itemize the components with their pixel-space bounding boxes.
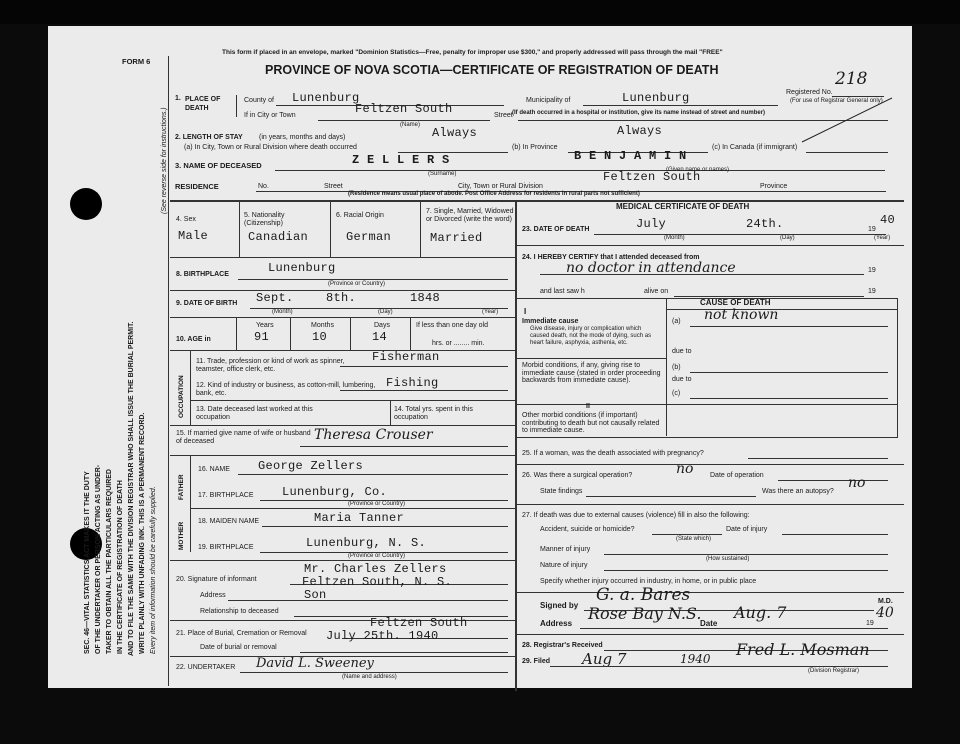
state-findings-label: State findings [540, 488, 583, 495]
dod-day-note: (Day) [780, 235, 795, 241]
place-label: PLACE OF DEATH [185, 96, 221, 112]
nature-label: Nature of injury [540, 562, 588, 569]
wife-value: Theresa Crouser [314, 427, 433, 443]
mother-birthplace-label: 19. BIRTHPLACE [198, 544, 254, 551]
how-note: (How sustained) [706, 556, 750, 562]
tick-mark-icon [800, 96, 896, 146]
sex-value: Male [178, 229, 209, 243]
immediate-label: Immediate cause [522, 318, 579, 325]
age-days-label: Days [374, 322, 390, 329]
burial-date: July 25th. 1940 [326, 629, 439, 643]
racial-value: German [346, 230, 392, 244]
state-which-note: (State which) [676, 536, 712, 542]
deceased-surname: Z E L L E R S [352, 153, 450, 167]
age-years-label: Years [256, 322, 274, 329]
registered-no-label: Registered No. [786, 89, 833, 96]
sidebar-line: AND TO FILE THE SAME WITH THE DIVISION REGISTRAR WHO SHALL ISSUE THE BURIAL PERMIT. [128, 321, 135, 656]
racial-label: 6. Racial Origin [336, 212, 384, 219]
industry-value: Fishing [386, 376, 439, 390]
dob-year-note: (Year) [482, 309, 499, 315]
birthplace-note: (Province or Country) [328, 281, 386, 287]
accident-label: Accident, suicide or homicide? [540, 526, 635, 533]
deceased-given-name: B E N J A M I N [574, 149, 687, 163]
q27-label: 27. If death was due to external causes (violence) fill in also the following: [522, 512, 750, 519]
sign-date-value: Aug. 7 [734, 603, 787, 622]
residence-note: (Residence means usual place of abode. Post Office Address for residents in rural parts not sufficient) [348, 191, 640, 197]
last-saw-label: and last saw h [540, 288, 585, 295]
roman-two: II [586, 403, 590, 410]
cause-c-label: (c) [672, 390, 681, 397]
stay-a-value: Always [432, 126, 478, 140]
street-label: Street [494, 112, 513, 119]
residence-value: Feltzen South [603, 170, 701, 184]
city-label: If in City or Town [244, 112, 296, 119]
dob-month: Sept. [256, 291, 294, 305]
occupation-side-label: OCCUPATION [178, 375, 185, 418]
county-label: County of [244, 97, 274, 104]
city-value: Feltzen South [355, 102, 453, 116]
sidebar-line: OF THE UNDERTAKER OR PERSON ACTING AS UNDER- [95, 464, 102, 654]
mother-name: Maria Tanner [314, 511, 405, 525]
stay-b-label: (b) In Province [512, 144, 558, 151]
signed-by-label: Signed by [540, 601, 579, 610]
residence-no-label: No. [258, 183, 269, 190]
stay-c-label: (c) In Canada (if immigrant) [712, 144, 798, 151]
cause-b-label: (b) [672, 364, 681, 371]
birthplace-label: 8. BIRTHPLACE [176, 271, 229, 278]
dod-month: July [636, 217, 667, 231]
stay-label: 2. LENGTH OF STAY [175, 134, 243, 141]
trade-value: Fisherman [372, 350, 440, 364]
trade-label: 11. Trade, profession or kind of work as spinner, teamster, office clerk, etc. [196, 358, 345, 373]
form-number: FORM 6 [122, 57, 151, 66]
sign-year: 40 [876, 605, 894, 621]
residence-street-label: Street [324, 183, 343, 190]
mail-notice: This form if placed in an envelope, marked "Dominion Statistics—Free, penalty for improper use $300," and properly addressed will pass through the mail "FREE" [222, 49, 723, 56]
mother-maiden-label: 18. MAIDEN NAME [198, 518, 260, 525]
filed-year: 1940 [680, 652, 711, 666]
stay-a-label: (a) In City, Town or Rural Division where death occurred [184, 144, 357, 151]
residence-label: RESIDENCE [175, 182, 219, 191]
father-birthplace-label: 17. BIRTHPLACE [198, 492, 254, 499]
surname-note: (Surname) [428, 171, 457, 177]
wife-label: 15. If married give name of wife or husband of deceased [176, 430, 311, 445]
immediate-note: Give disease, injury or complication which caused death, not the mode of dying, such as heart failure, asphyxia, asthenia, etc. [530, 326, 652, 346]
physician-address: Rose Bay N.S. [588, 604, 702, 623]
morbid-label: Morbid conditions, if any, giving rise to immediate cause (stated in order proceeding backwards from immediate cause). [522, 362, 661, 384]
total-years-label: 14. Total yrs. spent in this occupation [394, 406, 473, 421]
informant-relationship: Son [304, 588, 327, 602]
operation-date-label: Date of operation [710, 472, 764, 479]
age-months: 10 [312, 330, 328, 344]
registrar-note: (Division Registrar) [808, 668, 860, 674]
sidebar-line: WRITE PLAINLY WITH UNFADING INK. THIS IS A PERMANENT RECORD. [139, 412, 146, 654]
undertaker-signature: David L. Sweeney [256, 656, 374, 671]
dod-month-note: (Month) [664, 235, 685, 241]
sidebar-line: TAKER TO OBTAIN ALL THE PARTICULARS REQUIRED [106, 469, 113, 654]
sidebar-line: IN THE CERTIFICATE OF REGISTRATION OF DEATH [117, 480, 124, 654]
father-side-label: FATHER [178, 474, 185, 500]
sign-date-label: Date [700, 619, 718, 628]
autopsy-value: no [848, 475, 866, 491]
due-to-1: due to [672, 348, 692, 355]
informant-label: 20. Signature of informant [176, 576, 257, 583]
age-months-label: Months [311, 322, 334, 329]
filed-date: Aug 7 [582, 650, 627, 668]
stay-b-value: Always [617, 124, 663, 138]
dob-day: 8th. [326, 291, 357, 305]
burial-place: Feltzen South [370, 616, 468, 630]
dod-day: 24th. [746, 217, 784, 231]
hrs-min-label: hrs. or ........ min. [432, 340, 485, 347]
alive-on-label: alive on [644, 288, 669, 295]
father-birthplace-note: (Province or Country) [348, 501, 406, 507]
specify-label: Specify whether injury occurred in industry, in home, or in public place [540, 578, 757, 585]
physician-signature: G. a. Bares [596, 585, 691, 605]
alive-19: 19 [868, 288, 876, 295]
cause-header: CAUSE OF DEATH [700, 298, 771, 307]
informant-address-label: Address [200, 592, 226, 599]
certify-19: 19 [868, 267, 876, 274]
municipality-value: Lunenburg [622, 91, 690, 105]
undertaker-note: (Name and address) [342, 674, 397, 680]
dod-year: 40 [880, 213, 896, 227]
nationality-label: 5. Nationality (Citizenship) [244, 212, 285, 227]
instruction-sidebar [82, 64, 172, 684]
residence-rural-label: City, Town or Rural Division [458, 183, 543, 190]
cause-a-label: (a) [672, 318, 681, 325]
burial-date-label: Date of burial or removal [200, 644, 277, 651]
sidebar-line: (See reverse side for instructions.) [161, 107, 168, 214]
sidebar-line: Every item of information should be carefully supplied. [150, 486, 157, 654]
q26-label: 26. Was there a surgical operation? [522, 472, 633, 479]
mother-side-label: MOTHER [178, 521, 185, 550]
undertaker-label: 22. UNDERTAKER [176, 664, 236, 671]
registrar-signature: Fred L. Mosman [736, 640, 870, 659]
birthplace-value: Lunenburg [268, 261, 336, 275]
marital-value: Married [430, 231, 483, 245]
marital-label: 7. Single, Married, Widowed or Divorced (write the word) [426, 208, 514, 223]
relationship-label: Relationship to deceased [200, 608, 279, 615]
father-name: George Zellers [258, 459, 364, 473]
sign-year-prefix: 19 [866, 620, 874, 627]
county-value: Lunenburg [292, 91, 360, 105]
place-label-num: 1. [175, 95, 181, 102]
informant-address: Feltzen South, N. S. [302, 575, 453, 589]
deceased-name-label: 3. NAME OF DECEASED [175, 161, 262, 170]
nationality-value: Canadian [248, 230, 309, 244]
address-label: Address [540, 619, 573, 628]
manner-label: Manner of injury [540, 546, 591, 553]
municipality-label: Municipality of [526, 97, 571, 104]
certificate-title: PROVINCE OF NOVA SCOTIA—CERTIFICATE OF REGISTRATION OF DEATH [265, 63, 719, 77]
name-note: (Name) [400, 122, 421, 128]
dod-year-prefix: 19 [868, 226, 876, 233]
md-label: M.D. [878, 598, 893, 605]
dod-label: 23. DATE OF DEATH [522, 226, 590, 233]
age-years: 91 [254, 330, 270, 344]
registered-no: 218 [835, 69, 868, 89]
sex-label: 4. Sex [176, 216, 196, 223]
father-name-label: 16. NAME [198, 466, 230, 473]
certify-value: no doctor in attendance [566, 260, 736, 276]
hospital-note: (If death occurred in a hospital or institution, give its name instead of street and number) [512, 110, 766, 116]
dob-day-note: (Day) [378, 309, 393, 315]
scanner-top-border [0, 0, 960, 24]
burial-place-label: 21. Place of Burial, Cremation or Removal [176, 630, 307, 637]
registered-no-note: (For use of Registrar General only) [790, 98, 883, 104]
mother-birthplace: Lunenburg, N. S. [306, 536, 427, 550]
age-days: 14 [372, 330, 388, 344]
age-label: 10. AGE in [176, 336, 211, 343]
given-note: (Given name or names) [666, 167, 730, 173]
dob-label: 9. DATE OF BIRTH [176, 300, 238, 307]
dod-year-note: (Year) [874, 235, 891, 241]
residence-province-label: Province [760, 183, 788, 190]
q29-label: 29. Filed [522, 658, 551, 665]
q25-label: 25. If a woman, was the death associated with pregnancy? [522, 450, 704, 457]
stay-label-note: (in years, months and days) [259, 134, 346, 141]
roman-one: I [524, 307, 527, 316]
due-to-2: due to [672, 376, 692, 383]
father-birthplace: Lunenburg, Co. [282, 485, 388, 499]
medical-header: MEDICAL CERTIFICATE OF DEATH [616, 202, 750, 211]
industry-label: 12. Kind of industry or business, as cotton-mill, lumbering, bank, etc. [196, 382, 376, 397]
injury-date-label: Date of injury [726, 526, 768, 533]
less-day-label: If less than one day old [416, 322, 488, 329]
certify-label: 24. I HEREBY CERTIFY that I attended deceased from [522, 254, 700, 261]
autopsy-label: Was there an autopsy? [762, 488, 834, 495]
sidebar-line: SEC. 46—VITAL STATISTICS ACT MAKES IT THE DUTY [84, 471, 91, 654]
q28-label: 28. Registrar's Received [522, 642, 603, 649]
q26-value: no [676, 461, 694, 477]
last-worked-label: 13. Date deceased last worked at this occupation [196, 406, 313, 421]
informant-name: Mr. Charles Zellers [304, 562, 447, 576]
cause-a-value: not known [704, 307, 779, 323]
dob-month-note: (Month) [272, 309, 293, 315]
mother-birthplace-note: (Province or Country) [348, 553, 406, 559]
other-morbid-label: Other morbid conditions (if important) contributing to death but not causally related to immediate cause. [522, 412, 660, 434]
dob-year: 1848 [410, 291, 441, 305]
